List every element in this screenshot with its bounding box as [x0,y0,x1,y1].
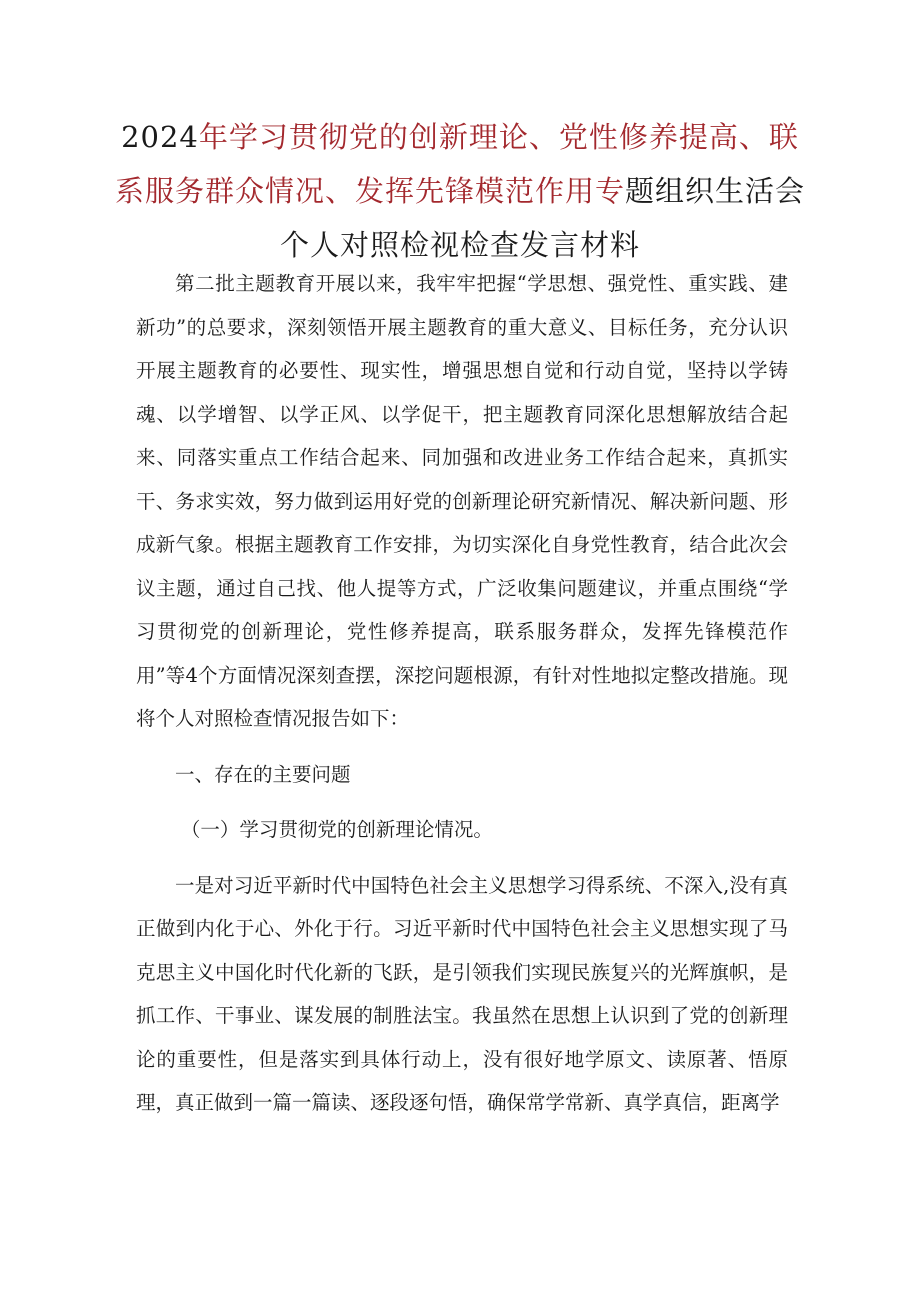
title-red-text: 年学习贯彻党的创新理论、党性修养提高、联系服务群众情况、发挥先锋模范作用专 [114,120,799,208]
section-heading: 一、存在的主要问题 [175,762,351,786]
title-dark-text: 题组织生活会 [625,174,806,208]
title-line-3: 个人对照检视检查发言材料 [279,228,640,262]
title-year: 2024 [121,120,199,154]
point-one-paragraph: 一是对习近平新时代中国特色社会主义思想学习得系统、不深入,没有真正做到内化于心、外化于行。习近平新时代中国特色社会主义思想实现了马克思主义中国化时代化新的飞跃，是引领我们实现民族复兴的光辉旗帜，是抓工作、干事业、谋发展的制胜法宝。我虽然在思想上认识到了党的创新理论的重要性，但是落实到具体行动上，没有很好地学原文、读原著、悟原理，真正做到一篇一篇读、逐段逐句悟，确保常学常新、真学真信，距离学 [136,873,788,1114]
intro-paragraph: 第二批主题教育开展以来，我牢牢把握“学思想、强党性、重实践、建新功”的总要求，深刻领悟开展主题教育的重大意义、目标任务，充分认识开展主题教育的必要性、现实性，增强思想自觉和行动自觉，坚持以学铸魂、以学增智、以学正风、以学促干，把主题教育同深化思想解放结合起来、同落实重点工作结合起来、同加强和改进业务工作结合起来，真抓实干、务求实效，努力做到运用好党的创新理论研究新情况、解决新问题、形成新气象。根据主题教育工作安排，为切实深化自身党性教育，结合此次会议主题，通过自己找、他人提等方式，广泛收集问题建议，并重点围绕“学习贯彻党的创新理论，党性修养提高，联系服务群众，发挥先锋模范作用”等4个方面情况深刻查摆，深挖问题根源，有针对性地拟定整改措施。现将个人对照检查情况报告如下： [136,272,788,730]
document-body [136,262,788,1125]
document-title [110,110,810,272]
subsection-heading: （一）学习贯彻党的创新理论情况。 [180,818,493,841]
